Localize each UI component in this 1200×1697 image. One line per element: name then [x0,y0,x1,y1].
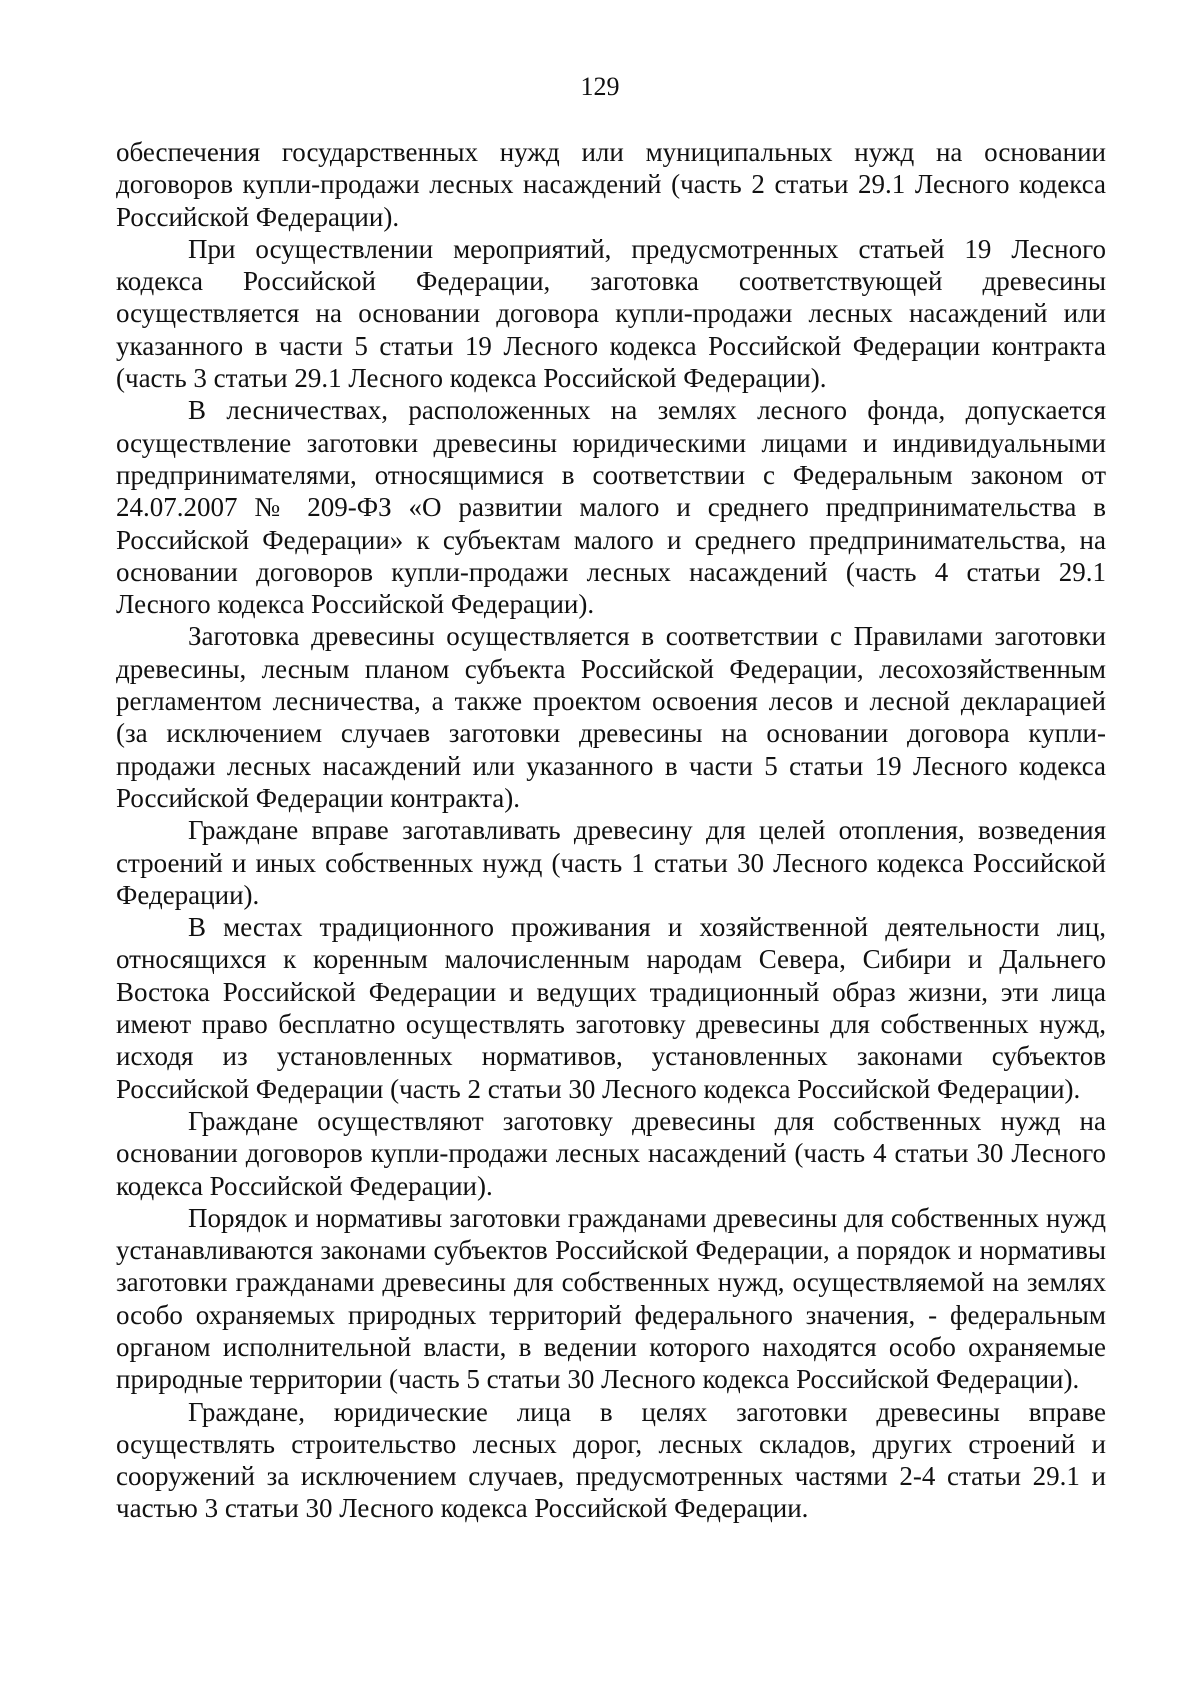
paragraph: Граждане, юридические лица в целях заготовки древесины вправе осуществлять строительство лесных дорог, лесных складов, других строений и сооружений за исключением случаев, предусмотренных частями 2-4 статьи 29.1 и частью 3 статьи 30 Лесного кодекса Российской Федерации. [116,1396,1106,1524]
paragraph: обеспечения государственных нужд или муниципальных нужд на основании договоров купли-продажи лесных насаждений (часть 2 статьи 29.1 Лесного кодекса Российской Федерации). [116,137,1106,232]
paragraph: В лесничествах, расположенных на землях лесного фонда, допускается осуществление заготовки древесины юридическими лицами и индивидуальными предпринимателями, относящимися в соответствии с Федеральным законом от 24.07.2007 № 209-ФЗ «О развитии малого и среднего предпринимательства в Российской Федерации» к субъектам малого и среднего предпринимательства, на основании договоров купли-продажи лесных насаждений (часть 4 статьи 29.1 Лесного кодекса Российской Федерации). [116,395,1106,620]
document-body [116,136,1106,1525]
paragraph: В местах традиционного проживания и хозяйственной деятельности лиц, относящихся к коренным малочисленным народам Севера, Сибири и Дальнего Востока Российской Федерации и ведущих традиционный образ жизни, эти лица имеют право бесплатно осуществлять заготовку древесины для собственных нужд, исходя из установленных нормативов, установленных законами субъектов Российской Федерации (часть 2 статьи 30 Лесного кодекса Российской Федерации). [116,912,1106,1104]
paragraph: Граждане вправе заготавливать древесину для целей отопления, возведения строений и иных собственных нужд (часть 1 статьи 30 Лесного кодекса Российской Федерации). [116,815,1106,910]
paragraph: Граждане осуществляют заготовку древесины для собственных нужд на основании договоров купли-продажи лесных насаждений (часть 4 статьи 30 Лесного кодекса Российской Федерации). [116,1105,1106,1201]
page-number: 129 [580,72,620,101]
paragraph: Заготовка древесины осуществляется в соответствии с Правилами заготовки древесины, лесным планом субъекта Российской Федерации, лесохозяйственным регламентом лесничества, а также проектом освоения лесов и лесной декларацией (за исключением случаев заготовки древесины на основании договора купли-продажи лесных насаждений или указанного в части 5 статьи 19 Лесного кодекса Российской Федерации контракта). [116,621,1106,813]
paragraph: При осуществлении мероприятий, предусмотренных статьей 19 Лесного кодекса Российской Федерации, заготовка соответствующей древесины осуществляется на основании договора купли-продажи лесных насаждений или указанного в части 5 статьи 19 Лесного кодекса Российской Федерации контракта (часть 3 статьи 29.1 Лесного кодекса Российской Федерации). [116,233,1106,394]
paragraph: Порядок и нормативы заготовки гражданами древесины для собственных нужд устанавливаются законами субъектов Российской Федерации, а порядок и нормативы заготовки гражданами древесины для собственных нужд, осуществляемой на землях особо охраняемых природных территорий федерального значения, - федеральным органом исполнительной власти, в ведении которого находятся особо охраняемые природные территории (часть 5 статьи 30 Лесного кодекса Российской Федерации). [116,1202,1106,1395]
